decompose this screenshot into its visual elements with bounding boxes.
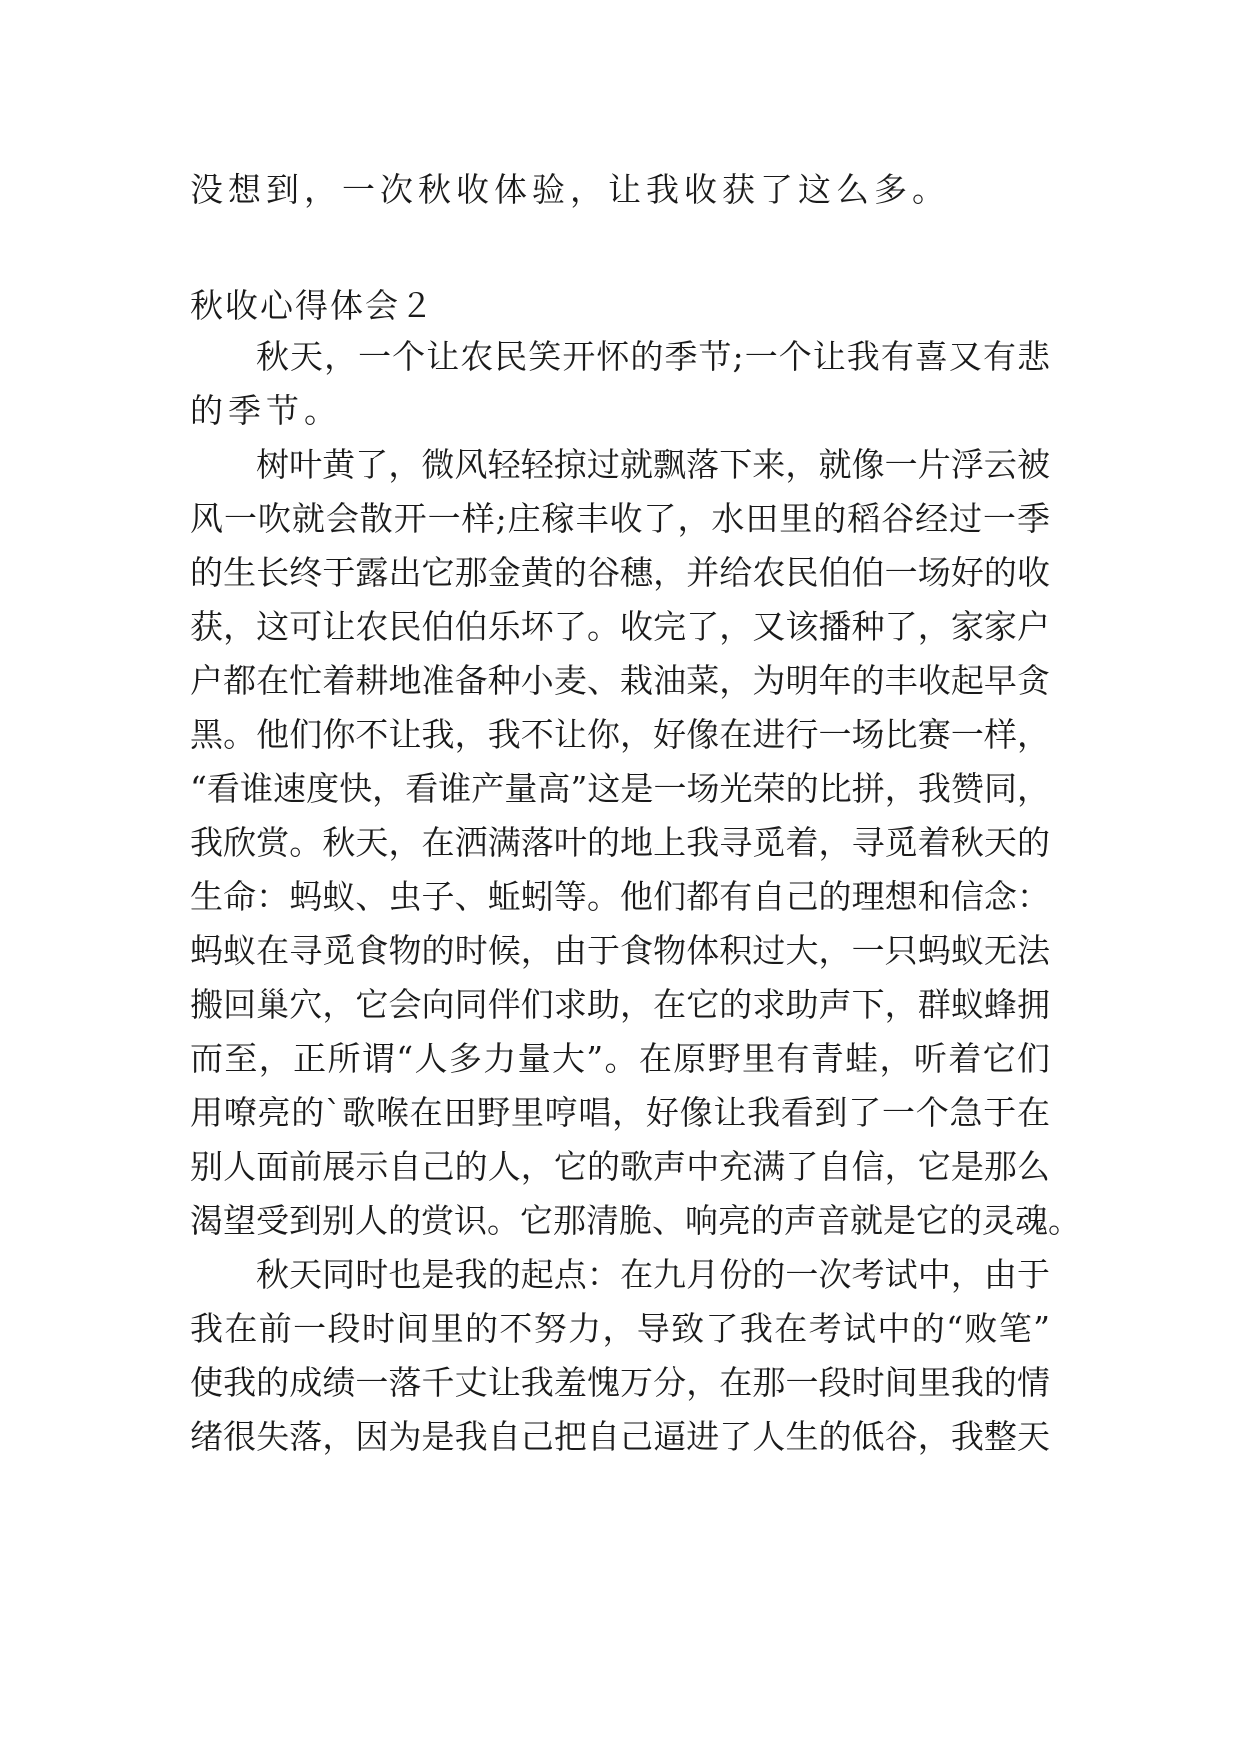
paragraph-line: 的生长终于露出它那金黄的谷穗，并给农民伯伯一场好的收 xyxy=(190,553,1050,592)
paragraph-line: 树叶黄了，微风轻轻掠过就飘落下来，就像一片浮云被 xyxy=(256,445,1050,484)
intro-line: 没想到，一次秋收体验，让我收获了这么多。 xyxy=(190,170,950,209)
paragraph-line: 获，这可让农民伯伯乐坏了。收完了，又该播种了，家家户 xyxy=(190,607,1050,646)
paragraph-line: 户都在忙着耕地准备种小麦、栽油菜，为明年的丰收起早贪 xyxy=(190,661,1050,700)
paragraph-line: 搬回巢穴，它会向同伴们求助，在它的求助声下，群蚁蜂拥 xyxy=(190,985,1050,1024)
paragraph-line: 渴望受到别人的赏识。它那清脆、响亮的声音就是它的灵魂。 xyxy=(190,1201,1081,1240)
paragraph-line: 的季节。 xyxy=(190,391,342,430)
paragraph-line: “看谁速度快，看谁产量高”这是一场光荣的比拼，我赞同， xyxy=(190,769,1050,808)
paragraph-line: 而至，正所谓“人多力量大”。在原野里有青蛙，听着它们 xyxy=(190,1039,1050,1078)
section-title: 秋收心得体会２ xyxy=(190,286,435,325)
paragraph-line: 蚂蚁在寻觅食物的时候，由于食物体积过大，一只蚂蚁无法 xyxy=(190,931,1050,970)
paragraph-line: 别人面前展示自己的人，它的歌声中充满了自信，它是那么 xyxy=(190,1147,1050,1186)
paragraph-line: 黑。他们你不让我，我不让你，好像在进行一场比赛一样， xyxy=(190,715,1050,754)
paragraph-line: 生命：蚂蚁、虫子、蚯蚓等。他们都有自己的理想和信念： xyxy=(190,877,1050,916)
paragraph-line: 秋天同时也是我的起点：在九月份的一次考试中，由于 xyxy=(256,1255,1050,1294)
paragraph-line: 我欣赏。秋天，在洒满落叶的地上我寻觅着，寻觅着秋天的 xyxy=(190,823,1050,862)
paragraph-line: 我在前一段时间里的不努力，导致了我在考试中的“败笔” xyxy=(190,1309,1050,1348)
paragraph-line: 秋天，一个让农民笑开怀的季节;一个让我有喜又有悲 xyxy=(256,337,1050,376)
paragraph-line: 绪很失落，因为是我自己把自己逼进了人生的低谷，我整天 xyxy=(190,1417,1050,1456)
paragraph-line: 用嘹亮的`歌喉在田野里哼唱，好像让我看到了一个急于在 xyxy=(190,1093,1050,1132)
paragraph-line: 使我的成绩一落千丈让我羞愧万分，在那一段时间里我的情 xyxy=(190,1363,1050,1402)
paragraph-line: 风一吹就会散开一样;庄稼丰收了，水田里的稻谷经过一季 xyxy=(190,499,1050,538)
